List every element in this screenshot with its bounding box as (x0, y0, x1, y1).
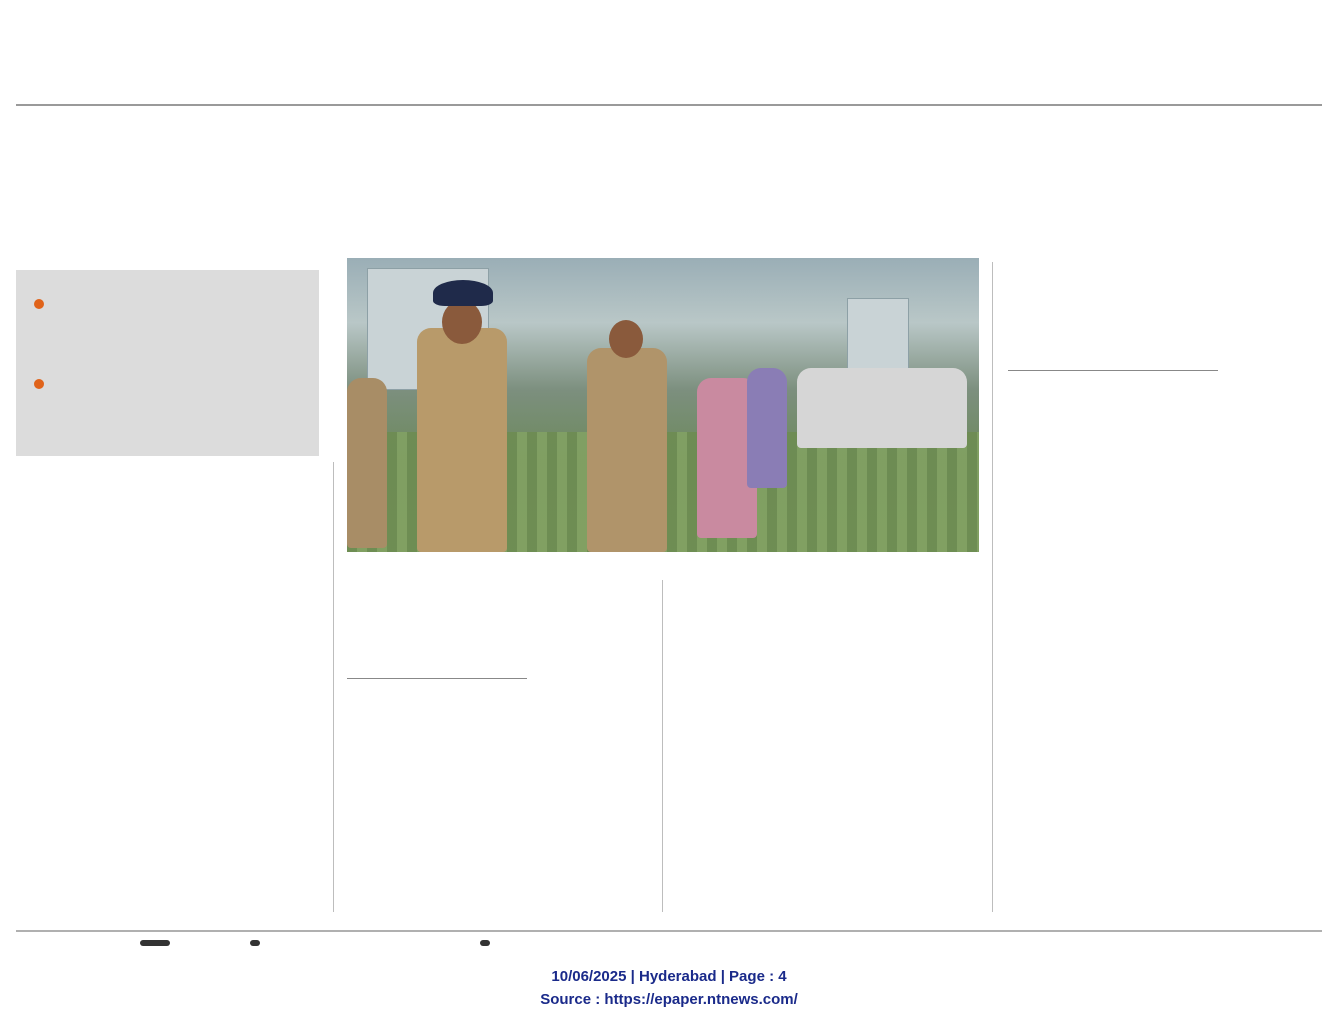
subhead-underline (347, 678, 527, 679)
column-divider (333, 462, 334, 912)
highlight-item-2 (34, 366, 304, 389)
article-column-3 (674, 580, 978, 912)
footer-date-page: 10/06/2025 | Hyderabad | Page : 4 (551, 968, 787, 985)
next-article-fragment (140, 940, 170, 946)
top-divider (16, 104, 1322, 106)
head-shape (609, 320, 643, 358)
article-column-2 (347, 688, 652, 912)
person-figure (347, 378, 387, 548)
crowd-shape (797, 368, 967, 448)
person-figure (747, 368, 787, 488)
headline (16, 122, 1322, 250)
officer-figure (587, 348, 667, 552)
highlights-box (16, 270, 319, 456)
article-column-2-top (347, 608, 652, 648)
police-cap-shape (433, 280, 493, 306)
column-divider (992, 262, 993, 912)
bullet-icon (34, 379, 44, 389)
highlight-item-1 (34, 286, 304, 309)
article-column-1 (18, 462, 320, 912)
footer-source: Source : https://epaper.ntnews.com/ (540, 991, 798, 1008)
next-article-fragment (480, 940, 490, 946)
masthead (0, 0, 1338, 86)
column-divider (662, 580, 663, 912)
bullet-icon (34, 299, 44, 309)
officer-figure (417, 328, 507, 552)
bottom-divider (16, 930, 1322, 932)
next-article-fragment (250, 940, 260, 946)
head-shape (442, 300, 482, 344)
article-column-4 (1008, 274, 1318, 914)
news-photo (347, 258, 979, 552)
